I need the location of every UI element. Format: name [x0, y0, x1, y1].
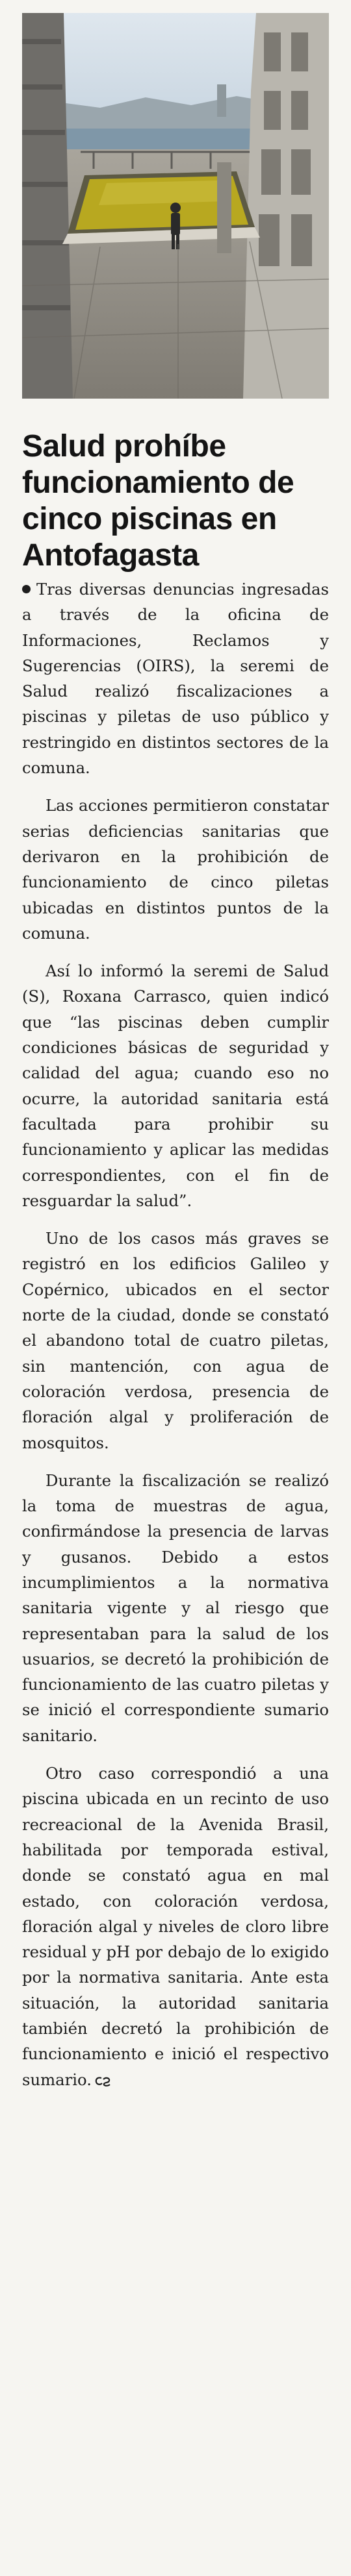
article-paragraph — [22, 576, 329, 780]
article-paragraph — [22, 1226, 329, 1455]
end-mark-icon — [94, 2075, 111, 2087]
pool-photo-illustration — [22, 13, 329, 399]
paragraph-text: Durante la fiscalización se realizó la toma de muestras de agua, confirmándose la presencia de larvas y gusanos. Debido a estos incumplimientos a la normativa sanitaria vigente y al riesgo que representaban para la salud de los usuarios, se decretó la prohibición de funcionamiento de las cuatro piletas y se inició el correspondiente sumario sanitario. — [22, 1470, 329, 1745]
article-paragraph — [22, 1468, 329, 1748]
article-body — [22, 576, 329, 2105]
article-headline: Salud prohíbe funcionamiento de cinco piscinas en Antofagasta — [22, 429, 294, 573]
paragraph-text: Otro caso correspondió a una piscina ubicada en un recinto de uso recreacional de la Avenida Brasil, habilitada por temporada estival, donde se constató agua en mal estado, con coloración verdosa, floración algal y niveles de cloro libre residual y pH por debajo de lo exigido por la normativa sanitaria. Ante esta situación, la autoridad sanitaria también decretó la prohibición de funcionamiento e inició el respectivo sumario. — [22, 1764, 329, 2089]
paragraph-text: Tras diversas denuncias ingresadas a través de la oficina de Informaciones, Reclamos y Sugerencias (OIRS), la seremi de Salud realizó fiscalizaciones a piscinas y piletas de uso público y restringido en distintos sectores de la comuna. — [22, 580, 329, 778]
paragraph-text: Las acciones permitieron constatar serias deficiencias sanitarias que derivaron en la prohibición de funcionamiento de cinco piletas ubicadas en distintos puntos de la comuna. — [22, 796, 329, 943]
article-photo — [22, 13, 329, 399]
paragraph-text: Uno de los casos más graves se registró en los edificios Galileo y Copérnico, ubicados en el sector norte de la ciudad, donde se constató el abandono total de cuatro piletas, sin mantención, con agua de coloración verdosa, presencia de floración algal y proliferación de mosquitos. — [22, 1229, 329, 1452]
bullet-icon — [22, 585, 31, 593]
article-paragraph — [22, 1761, 329, 2092]
article-paragraph — [22, 958, 329, 1213]
paragraph-text: Así lo informó la seremi de Salud (S), Roxana Carrasco, quien indicó que “las piscinas deben cumplir condiciones básicas de seguridad y calidad del agua; cuando eso no ocurre, la autoridad sanitaria está facultada para prohibir su funcionamiento y aplicar las medidas correspondientes, con el fin de resguardar la salud”. — [22, 961, 329, 1210]
article-paragraph — [22, 793, 329, 946]
